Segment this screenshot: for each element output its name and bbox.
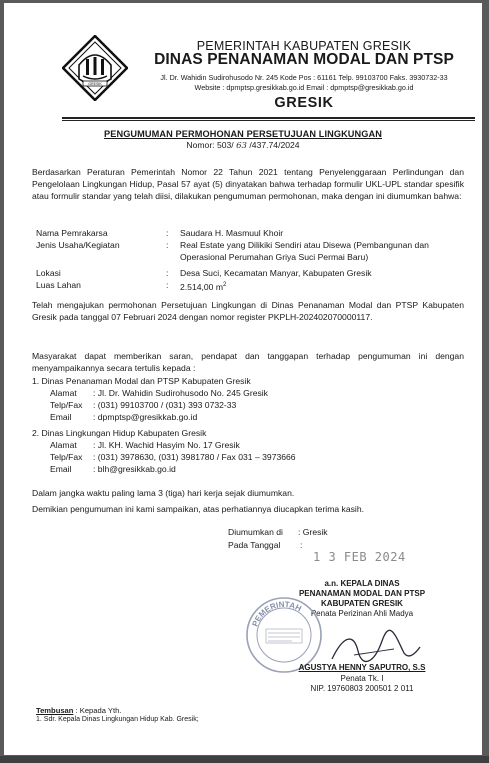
tembusan-item: 1. Sdr. Kepala Dinas Lingkungan Hidup Kab. Gresik; [36,716,199,723]
document-number: Nomor: 503/ 63 /437.74/2024 [186,140,300,151]
registration-paragraph: Telah mengajukan permohonan Persetujuan Lingkungan di Dinas Penanaman Modal dan PTSP Kabupaten Gresik pada tanggal 07 Februari 2024 dengan nomor register PKPLH-202402070000117. [32,300,464,322]
date-colon: : [300,540,303,550]
gresik-regency-logo [62,35,128,101]
contact-1-email[interactable]: : dpmptsp@gresikkab.go.id [93,412,198,422]
signatory-nip: NIP. 19760803 200501 2 011 [310,684,414,693]
contact-1-label-address: Alamat [50,388,77,398]
header-address: Jl. Dr. Wahidin Sudirohusodo Nr. 245 Kode Pos : 61161 Telp. 99103700 Faks. 3930732-33 [160,73,448,82]
date-label: Pada Tanggal [228,540,281,550]
contact-1-address: : Jl. Dr. Wahidin Sudirohusodo No. 245 Gresik [93,388,268,398]
signatory-name: AGUSTYA HENNY SAPUTRO, S.S [298,663,426,672]
signatory-rank: Penata Tk. I [340,674,384,683]
signature-title-1: a.n. KEPALA DINAS [324,579,400,588]
tembusan-heading: Tembusan : Kepada Yth. [36,706,122,715]
contact-1-name: 1. Dinas Penanaman Modal dan PTSP Kabupaten Gresik [32,376,251,386]
place-value: : Gresik [298,527,328,537]
contact-2-label-phone: Telp/Fax [50,452,83,462]
field-value-kegiatan: Real Estate yang Dilikiki Sendiri atau Disewa (Pembangunan dan Operasional Perumahan Griya Suci Permai Baru) [180,240,429,262]
contact-1-phone: : (031) 99103700 / (031) 393 0732-33 [93,400,237,410]
viewer-bottom-edge [0,756,489,763]
header-rule-thin [62,120,475,121]
header-rule [62,117,475,119]
deadline-paragraph: Dalam jangka waktu paling lama 3 (tiga) hari kerja sejak diumumkan. [32,488,295,498]
contact-1-label-email: Email [50,412,72,422]
place-label: Diumumkan di [228,527,283,537]
intro-paragraph: Berdasarkan Peraturan Pemerintah Nomor 22 Tahun 2021 tentang Penyelenggaraan Perlindungan dan Pengelolaan Lingkungan Hidup, Pasal 57 ayat (5) dinyatakan bahwa terhadap formulir UKL-UPL standar spesifik atau formulir standar yang telah diisi, dilakukan pengumuman permohonan, maka dengan ini diumumkan bahwa: [32,167,464,201]
signature-position: Penata Perizinan Ahli Madya [310,609,414,618]
contact-2-name: 2. Dinas Lingkungan Hidup Kabupaten Gresik [32,428,207,438]
field-label-lokasi: Lokasi [36,268,61,278]
svg-text:GRESIK: GRESIK [88,82,102,86]
closing-paragraph: Demikian pengumuman ini kami sampaikan, atas perhatiannya diucapkan terima kasih. [32,504,364,514]
field-label-pemrakarsa: Nama Pemrakarsa [36,228,108,238]
field-label-kegiatan: Jenis Usaha/Kegiatan [36,240,120,250]
contact-1-label-phone: Telp/Fax [50,400,83,410]
field-value-lokasi: Desa Suci, Kecamatan Manyar, Kabupaten Gresik [180,268,372,278]
header-city: GRESIK [274,95,334,111]
date-stamp: 1 3 FEB 2024 [313,550,406,564]
signature-title-3: KABUPATEN GRESIK [321,599,403,608]
header-government: PEMERINTAH KABUPATEN GRESIK [196,39,412,53]
contact-2-label-email: Email [50,464,72,474]
contact-2-label-address: Alamat [50,440,77,450]
feedback-paragraph: Masyarakat dapat memberikan saran, pendapat dan tanggapan terhadap pengumuman ini dengan menyampaikannya secara tertulis kepada : [32,351,464,373]
contact-2-phone: : (031) 3978630, (031) 3981780 / Fax 031 – 3973666 [93,452,296,462]
header-agency: DINAS PENANAMAN MODAL DAN PTSP [154,51,454,68]
header-contact: Website : dpmptsp.gresikkab.go.id Email : dpmptsp@gresikkab.go.id [194,83,414,92]
svg-text:PEMERINTAH: PEMERINTAH [250,599,303,628]
document-page: GRESIK PEMERINTAH KABUPATEN GRESIK DINAS PENANAMAN MODAL DAN PTSP Jl. Dr. Wahidin Sudirohusodo Nr. 245 Kode Pos : 61161 Telp. 99103700 Faks. 3930732-33 Website : dpmptsp.gresikkab.go.id Email : dpmptsp@gresikkab.go.id GRESIK PENGUMUMAN PERMOHONAN PERSETUJUAN LINGKUNGAN Nomor: 503/ 63 /437.74/2024 Berdasarkan Peraturan Pemerintah Nomor 22 Tahun 2021 tentang Penyelenggaraan Perlindungan dan Pengelolaan Lingkungan Hidup, Pasal 57 ayat (5) dinyatakan bahwa terhadap formulir UKL-UPL standar spesifik atau formulir standar yang telah diisi, dilakukan pengumuman permohonan, maka dengan ini diumumkan bahwa: Nama Pemrakarsa : Saudara H. Masmuul Khoir Jenis Usaha/Kegiatan : Real Estate yang Dilikiki Sendiri atau Disewa (Pembangunan dan Operasional Perumahan Griya Suci Permai Baru) Lokasi : Desa Suci, Kecamatan Manyar, Kabupaten Gresik Luas Lahan : 2.514,00 $m^2$ Telah mengajukan permohonan Persetujuan Lingkungan di Dinas Penanaman Modal dan PTSP Kabupaten Gresik pada tanggal 07 Februari 2024 dengan nomor register PKPLH-202402070000117. Masyarakat dapat memberikan saran, pendapat dan tanggapan terhadap pengumuman ini dengan menyampaikannya secara tertulis kepada : 1. Dinas Penanaman Modal dan PTSP Kabupaten Gresik Alamat : Jl. Dr. Wahidin Sudirohusodo No. 245 Gresik Telp/Fax : (031) 99103700 / (031) 393 0732-33 Email : dpmptsp@gresikkab.go.id 2. Dinas Lingkungan Hidup Kabupaten Gresik Alamat : Jl. KH. Wachid Hasyim No. 17 Gresik Telp/Fax : (031) 3978630, (031) 3981780 / Fax 031 – 3973666 Email : blh@gresikkab.go.id Dalam jangka waktu paling lama 3 (tiga) hari kerja sejak diumumkan. Demikian pengumuman ini kami sampaikan, atas perhatiannya diucapkan terima kasih. Diumumkan di : Gresik Pada Tanggal : 1 3 FEB 2024 a.n. KEPALA DINAS PENANAMAN MODAL DAN PTSP KABUPATEN GRESIK Penata Perizinan Ahli Madya PEMERINTAH AGUSTYA HENNY SAPUTRO, S.S Penata Tk. I NIP. 19760803 200501 2 011 Tembusan : Kepada Yth. 1. Sdr. Kepala Dinas Lingkungan Hidup Kab. Gresik; [4,3,482,755]
field-value-luas: 2.514,00 $m^2$ [180,281,227,292]
field-value-pemrakarsa: Saudara H. Masmuul Khoir [180,228,284,238]
contact-2-address: : Jl. KH. Wachid Hasyim No. 17 Gresik [93,440,240,450]
contact-2-email[interactable]: : blh@gresikkab.go.id [93,464,176,474]
signature-title-2: PENANAMAN MODAL DAN PTSP [298,589,426,598]
field-label-luas: Luas Lahan [36,280,81,290]
handwritten-number: 63 [236,141,248,151]
document-title: PENGUMUMAN PERMOHONAN PERSETUJUAN LINGKUNGAN [104,129,382,139]
